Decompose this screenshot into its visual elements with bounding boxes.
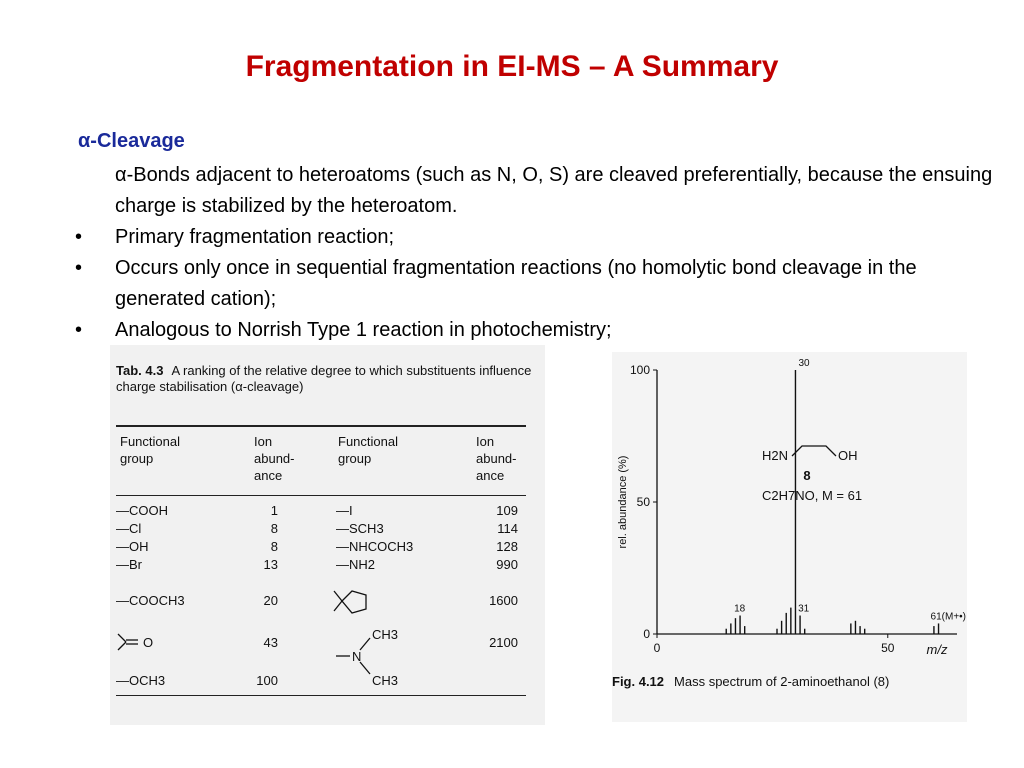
slide-title: Fragmentation in EI-MS – A Summary [245,50,779,83]
dioxolane-structure [332,583,382,623]
table-cell-value: 100 [256,673,278,688]
table-cell-group: —NHCOCH3 [336,539,414,554]
structure-hydroxyl: OH [838,448,858,463]
compound-formula: C2H7NO, M = 61 [762,488,863,503]
peak-label: 18 [734,603,746,615]
table-header-group-right: Functional group [338,434,398,466]
peak-label: 61(M+•) [930,611,967,623]
table-cell-group: —COOH [116,503,168,518]
table-caption [116,363,536,395]
x-tick-label: 50 [881,641,895,655]
bullet-dot: • [75,319,83,341]
table-cell-value: 109 [496,503,518,518]
table-cell-group: —Br [116,557,142,572]
structure-drawing [762,442,872,466]
compound-number: 8 [803,468,811,483]
compound-structure [762,442,872,506]
y-tick-label: 100 [629,363,650,377]
table-cell-group: —SCH3 [336,521,384,536]
table-cell-group: —NH2 [336,557,376,572]
bullet-text: Primary fragmentation reaction; [115,226,395,248]
table-cell-value: 8 [270,521,278,536]
table-cell-group: —Cl [116,521,142,536]
amine-label-bottom: CH3 [372,673,399,688]
mass-spectrum-chart [612,352,967,672]
bullet-text: Occurs only once in sequential fragmentation reactions (no homolytic bond cleavage in the generated cation); [115,257,917,310]
section-heading: α-Cleavage [78,130,185,152]
table-cell-value: 114 [497,521,518,536]
amine-label-n: N [352,649,362,664]
y-axis-label: rel. abundance (%) [617,455,629,549]
bullet-item [72,315,992,346]
table-cell-group: —OCH3 [116,673,166,688]
table-rule-bottom [116,695,526,696]
table-cell-value: 2100 [489,635,518,650]
x-axis-label: m/z [926,642,948,657]
table-cell-value: 990 [496,557,518,572]
table-cell-group: —OH [116,539,149,554]
ketone-oxygen-label: O [143,635,154,650]
bullet-dot: • [75,257,83,279]
bullet-text: Analogous to Norrish Type 1 reaction in photochemistry; [115,319,612,341]
table-header-abundance-left: Ion abund-ance [254,434,295,483]
table-cell-value: 20 [263,593,278,608]
mass-spectrum-figure [612,352,967,722]
table-label: Tab. 4.3 [116,363,164,378]
peak-label: 31 [798,603,810,615]
peak-label: 30 [798,358,810,369]
table-cell-value: 1600 [489,593,518,608]
bullet-dot: • [75,226,83,248]
table-header-abundance-right: Ion abund-ance [476,434,517,483]
table-cell-value: 8 [270,539,278,554]
x-tick-label: 0 [653,641,661,655]
table-caption-text: A ranking of the relative degree to which substituents influence charge stabilisation (α-cleavage) [116,363,532,394]
figure-caption [612,674,889,689]
table-image [110,345,545,725]
structure-amine: H2N [762,448,789,463]
table-rule-top [116,425,526,427]
table-cell-value: 43 [263,635,278,650]
table-cell-value: 1 [270,503,278,518]
table-cell-value: 13 [263,557,278,572]
table-rule-mid [116,495,526,496]
y-tick-label: 0 [643,627,650,641]
bullet-item [72,253,992,315]
table-cell-group: —I [336,503,353,518]
table-cell-group: —COOCH3 [116,593,185,608]
amine-label-top: CH3 [372,627,399,642]
bullet-item [72,222,992,253]
y-tick-label: 50 [636,495,650,509]
intro-text [115,160,995,222]
bullet-list [72,222,992,346]
intro-paragraph: α-Bonds adjacent to heteroatoms (such as N, O, S) are cleaved preferentially, because the ensuing charge is stabilized by the heteroatom. [115,164,993,217]
table-cell-value: 128 [496,539,518,554]
figure-label: Fig. 4.12 [612,674,665,689]
table-header-group-left: Functional group [120,434,180,466]
figure-caption-text: Mass spectrum of 2-aminoethanol (8) [674,674,890,689]
